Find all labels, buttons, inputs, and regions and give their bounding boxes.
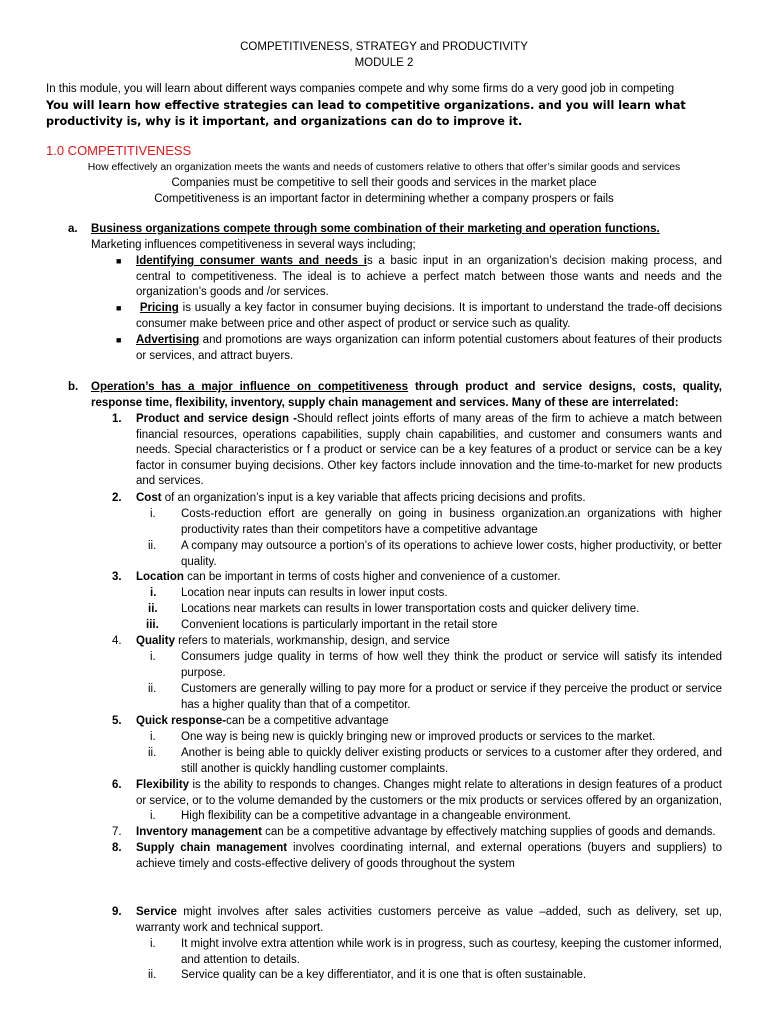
bullet-advertising: Advertising and promotions are ways organization can inform potential customers about features of their products or services, and attract buyers. [136, 334, 722, 362]
document-title: COMPETITIVENESS, STRATEGY and PRODUCTIVITY [240, 41, 528, 53]
list-number: 2. [112, 492, 122, 504]
sub-number: i. [150, 731, 156, 743]
bullet-pricing: Pricing is usually a key factor in consumer buying decisions. It is important to understand the trade-off decisions consumer make between price and other aspect of product or service such as quality. [136, 302, 722, 330]
sub-item: It might involve extra attention while work is in progress, such as courtesy, keeping the customer informed, and attention to details. [181, 938, 722, 966]
sub-item: Convenient locations is particularly important in the retail store [181, 619, 498, 631]
bullet-marker: ■ [116, 256, 122, 266]
sub-number: i. [150, 651, 156, 663]
list-number: 4. [112, 635, 122, 647]
list-item-service: Service might involves after sales activities customers perceive as value –added, such as delivery, set up, warranty work and technical support. [136, 906, 722, 934]
sub-item: Another is being able to quickly deliver existing products or services to a customer after they ordered, and still another is quickly handling customer complaints. [181, 747, 722, 775]
sub-number: ii. [148, 540, 157, 552]
section-heading: 1.0 COMPETITIVENESS [46, 143, 192, 158]
sub-item: Costs-reduction effort are generally on going in business organization.an organizations with higher productivity rates than their competitors have a competitive advantage [181, 508, 722, 536]
list-item-flexibility: Flexibility is the ability to responds to changes. Changes might relate to alterations in design features of a product or service, or to the volume demanded by the customers or the mix products or services offered by an organization, [136, 779, 722, 807]
intro-line-1: In this module, you will learn about different ways companies compete and why some firms do a very good job in competing [46, 83, 675, 95]
list-item-cost: Cost of an organization’s input is a key variable that affects pricing decisions and profits. [136, 492, 586, 504]
sub-number: i. [150, 587, 157, 599]
sub-number: iii. [146, 619, 159, 631]
module-label: MODULE 2 [354, 57, 414, 69]
list-number: 7. [112, 826, 122, 838]
sub-number: i. [150, 938, 156, 950]
sub-item: A company may outsource a portion’s of its operations to achieve lower costs, higher productivity, or better quality. [181, 540, 722, 568]
list-item-quick-response: Quick response-can be a competitive advantage [136, 715, 389, 727]
bullet-marker: ■ [116, 335, 122, 345]
list-item-quality: Quality refers to materials, workmanship, design, and service [136, 635, 450, 647]
item-b-heading: Operation’s has a major influence on competitiveness through product and service designs, costs, quality, response time, flexibility, inventory, supply chain management and services. Many of these are interrelated: [91, 381, 723, 409]
sub-item: Customers are generally willing to pay more for a product or service if they perceive the product or service has a higher quality than that of a competitor. [181, 683, 722, 711]
list-number: 6. [112, 779, 122, 791]
item-a-subheading: Marketing influences competitiveness in several ways including; [91, 239, 416, 251]
sub-number: ii. [148, 747, 157, 759]
sub-item: High flexibility can be a competitive advantage in a changeable environment. [181, 810, 571, 822]
list-number: 8. [112, 842, 122, 854]
list-item-supply-chain: Supply chain management involves coordinating internal, and external operations (buyers and suppliers) to achieve timely and costs-effective delivery of goods throughout the system [136, 842, 722, 870]
list-item-inventory: Inventory management can be a competitive advantage by effectively matching supplies of goods and demands. [136, 826, 716, 838]
sub-number: ii. [148, 969, 157, 981]
sub-item: Locations near markets can results in lower transportation costs and quicker delivery time. [181, 603, 640, 615]
sub-number: ii. [148, 603, 158, 615]
section-statement-2: Competitiveness is an important factor in determining whether a company prospers or fails [154, 193, 614, 205]
intro-line-2: You will learn how effective strategies can lead to competitive organizations. and you will learn what productivity is, why is it important, and organizations can do to improve it. [46, 99, 686, 128]
sub-item: One way is being new is quickly bringing new or improved products or services to the market. [181, 731, 656, 743]
bullet-identifying: Identifying consumer wants and needs is a basic input in an organization’s decision making process, and central to competitiveness. The ideal is to achieve a perfect match between those wants and needs and the organization’s goods and /or services. [136, 255, 722, 299]
item-a-heading: Business organizations compete through some combination of their marketing and operation functions. [91, 223, 660, 235]
sub-item: Location near inputs can results in lower input costs. [181, 587, 448, 599]
sub-item: Consumers judge quality in terms of how well they think the product or service will satisfy its intended purpose. [181, 651, 722, 679]
list-number: 9. [112, 906, 122, 918]
section-definition: How effectively an organization meets the wants and needs of customers relative to others that offer’s similar goods and services [87, 162, 681, 173]
sub-number: ii. [148, 683, 157, 695]
sub-number: i. [150, 810, 156, 822]
list-number: 5. [112, 715, 122, 727]
item-b-marker: b. [68, 381, 79, 393]
list-number: 1. [112, 413, 122, 425]
bullet-marker: ■ [116, 303, 122, 313]
sub-number: i. [150, 508, 156, 520]
item-a-marker: a. [68, 223, 78, 235]
list-item-product-design: Product and service design -Should reflect joints efforts of many areas of the firm to achieve a match between financial resources, operations capabilities, supply chain capabilities, and customer and consumers wants and needs. Special characteristics or f a product or service can be a key features of a product or service can be a key factor in consumer buying decisions. Other key factors include innovation and the time-to-market for new products and services. [136, 413, 722, 488]
section-statement-1: Companies must be competitive to sell their goods and services in the market place [171, 177, 597, 189]
list-number: 3. [112, 571, 122, 583]
sub-item: Service quality can be a key differentiator, and it is one that is often sustainable. [181, 969, 587, 981]
list-item-location: Location can be important in terms of costs higher and convenience of a customer. [136, 571, 561, 583]
